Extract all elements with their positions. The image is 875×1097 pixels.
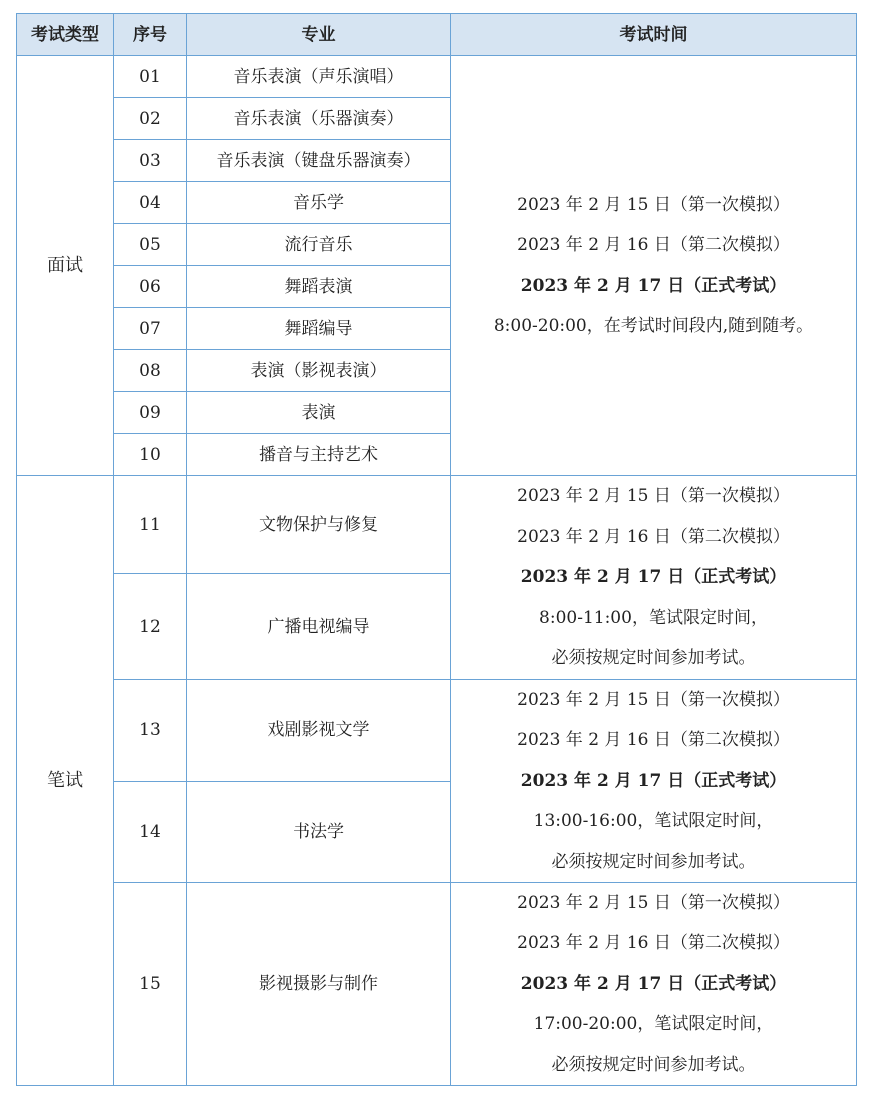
time-line: 2023 年 2 月 16 日（第二次模拟） [517, 235, 790, 256]
row-major: 舞蹈编导 [187, 308, 451, 350]
row-major: 舞蹈表演 [187, 266, 451, 308]
time-line: 2023 年 2 月 15 日（第一次模拟） [517, 486, 790, 507]
header-major: 专业 [187, 14, 451, 56]
row-major: 流行音乐 [187, 224, 451, 266]
row-number: 10 [114, 434, 187, 476]
row-number: 12 [114, 574, 187, 680]
table-row [17, 883, 857, 1086]
time-line: 2023 年 2 月 15 日（第一次模拟） [517, 194, 790, 215]
time-line: 8:00-20:00，在考试时间段内,随到随考。 [493, 315, 814, 336]
row-major: 播音与主持艺术 [187, 434, 451, 476]
exam-schedule-table [16, 13, 857, 1086]
row-major: 音乐表演（声乐演唱） [187, 56, 451, 98]
time-line: 必须按规定时间参加考试。 [551, 851, 756, 872]
row-major: 广播电视编导 [187, 574, 451, 680]
table-row [17, 476, 857, 574]
row-number: 07 [114, 308, 187, 350]
header-row [17, 14, 857, 56]
header-number: 序号 [114, 14, 187, 56]
time-line: 2023 年 2 月 16 日（第二次模拟） [517, 933, 790, 954]
time-line-official: 2023 年 2 月 17 日（正式考试） [520, 567, 787, 588]
row-number: 14 [114, 781, 187, 883]
row-major: 表演（影视表演） [187, 350, 451, 392]
time-line-official: 2023 年 2 月 17 日（正式考试） [520, 275, 787, 296]
written-exam-time [451, 680, 857, 883]
time-line: 2023 年 2 月 15 日（第一次模拟） [517, 690, 790, 710]
header-exam-time: 考试时间 [451, 14, 857, 56]
time-line-official: 2023 年 2 月 17 日（正式考试） [520, 770, 787, 791]
row-major: 戏剧影视文学 [187, 680, 451, 782]
time-line: 必须按规定时间参加考试。 [551, 648, 756, 669]
time-line: 8:00-11:00，笔试限定时间， [539, 607, 768, 628]
table-row [17, 56, 857, 98]
row-number: 03 [114, 140, 187, 182]
time-line: 必须按规定时间参加考试。 [551, 1054, 756, 1075]
time-line: 2023 年 2 月 16 日（第二次模拟） [517, 730, 790, 751]
table-row [17, 680, 857, 782]
row-number: 09 [114, 392, 187, 434]
written-exam-time [451, 476, 857, 680]
exam-type-interview: 面试 [17, 56, 114, 476]
written-exam-time [451, 883, 857, 1086]
row-major: 音乐学 [187, 182, 451, 224]
row-number: 04 [114, 182, 187, 224]
row-major: 影视摄影与制作 [187, 883, 451, 1086]
row-number: 15 [114, 883, 187, 1086]
row-number: 06 [114, 266, 187, 308]
row-major: 音乐表演（键盘乐器演奏） [187, 140, 451, 182]
time-line: 2023 年 2 月 16 日（第二次模拟） [517, 526, 790, 547]
row-number: 08 [114, 350, 187, 392]
time-line-official: 2023 年 2 月 17 日（正式考试） [520, 973, 787, 994]
row-number: 05 [114, 224, 187, 266]
exam-type-written: 笔试 [17, 476, 114, 1086]
row-major: 音乐表演（乐器演奏） [187, 98, 451, 140]
interview-exam-time [451, 56, 857, 476]
time-line: 17:00-20:00，笔试限定时间， [533, 1014, 774, 1035]
row-number: 01 [114, 56, 187, 98]
row-major: 书法学 [187, 781, 451, 883]
time-line: 13:00-16:00，笔试限定时间， [533, 811, 774, 832]
row-major: 表演 [187, 392, 451, 434]
row-number: 11 [114, 476, 187, 574]
row-number: 02 [114, 98, 187, 140]
time-line: 2023 年 2 月 15 日（第一次模拟） [517, 893, 790, 914]
row-major: 文物保护与修复 [187, 476, 451, 574]
row-number: 13 [114, 680, 187, 782]
header-exam-type: 考试类型 [17, 14, 114, 56]
